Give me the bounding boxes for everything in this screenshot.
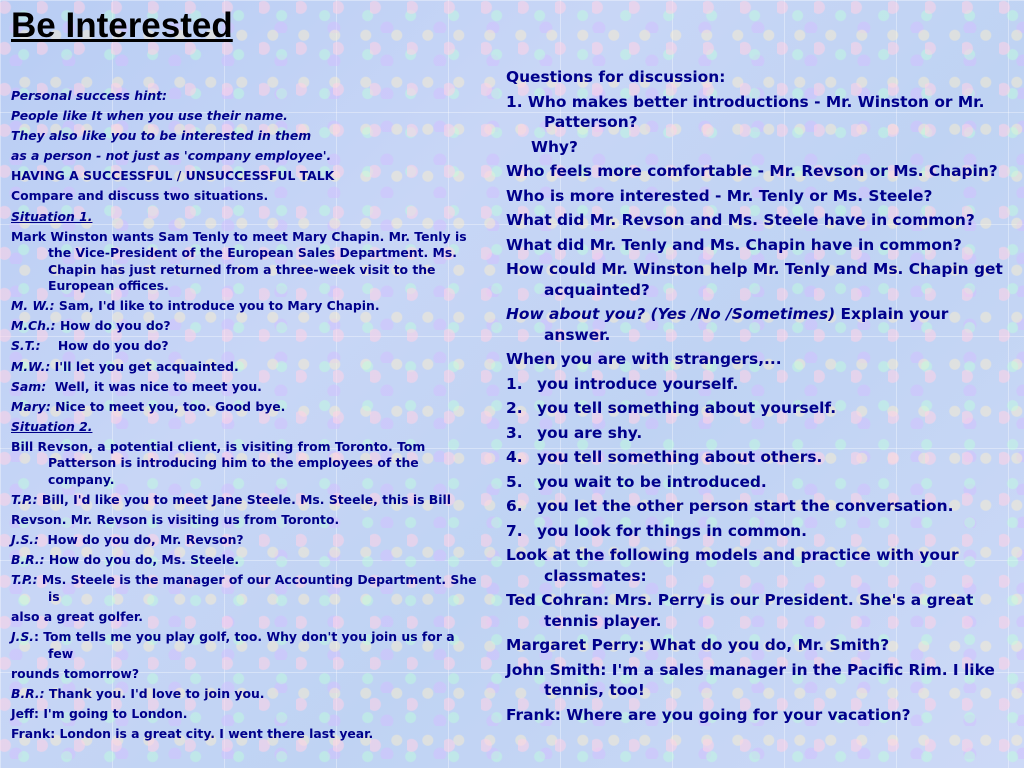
- dialogue-line: [11, 532, 483, 549]
- hint-line: They also like you to be interested in them: [11, 128, 312, 144]
- question-why: Why?: [531, 137, 578, 156]
- list-number: 1.: [506, 374, 523, 393]
- dialogue-line: [11, 572, 483, 605]
- speaker-label: B.R.:: [11, 552, 45, 568]
- list-item: [506, 447, 1006, 468]
- dialogue-line: Jeff: I'm going to London.: [11, 705, 188, 721]
- list-text: you are shy.: [537, 423, 643, 442]
- list-text: you tell something about others.: [537, 448, 823, 466]
- how-about-you-instruction: Explain your answer.: [544, 305, 949, 344]
- list-number: 4.: [506, 448, 523, 466]
- speaker-label: M. W.:: [11, 298, 55, 314]
- model-line: John Smith: I'm a sales manager in the Pacific Rim. I like tennis, too!: [506, 660, 995, 699]
- list-number: 2.: [506, 399, 523, 417]
- dialogue-text: Ms. Steele is the manager of our Accounting Department. She is: [37, 572, 477, 604]
- dialogue-line: [11, 379, 483, 396]
- dialogue-line: Frank: London is a great city. I went there last year.: [11, 725, 374, 741]
- list-item: [506, 472, 1006, 493]
- dialogue-text: : Tom tells me you play golf, too. Why don't you join us for a few: [33, 629, 455, 661]
- dialogue-line: [11, 338, 483, 355]
- list-item: [506, 496, 1006, 517]
- practice-instruction: Look at the following models and practice with your classmates:: [506, 546, 959, 585]
- speaker-label: J.S.: [11, 629, 34, 645]
- page-title: Be Interested: [11, 6, 233, 45]
- list-item: [506, 374, 1006, 395]
- list-number: 7.: [506, 521, 523, 540]
- list-number: 5.: [506, 472, 523, 491]
- dialogue-line: [11, 552, 483, 569]
- hint-line: as a person - not just as 'company employee'.: [11, 148, 332, 164]
- how-about-you: [506, 304, 1006, 345]
- dialogue-text: How do you do?: [55, 318, 171, 334]
- speaker-label: T.P.:: [11, 572, 38, 588]
- questions-heading: Questions for discussion:: [506, 68, 726, 86]
- dialogue-continuation: rounds tomorrow?: [11, 665, 140, 681]
- question-item: Who feels more comfortable - Mr. Revson or Ms. Chapin?: [506, 162, 998, 180]
- dialogue-line: [11, 399, 483, 416]
- situation-2-description: Bill Revson, a potential client, is visiting from Toronto. Tom Patterson is introducing him to the employees of the company.: [11, 438, 426, 487]
- list-item: [506, 423, 1006, 444]
- list-number: 3.: [506, 423, 523, 442]
- speaker-label: J.S.:: [11, 532, 39, 548]
- speaker-label: S.T.:: [11, 338, 41, 354]
- compare-instruction: Compare and discuss two situations.: [11, 188, 269, 204]
- dialogue-text: How do you do?: [40, 338, 169, 354]
- how-about-you-prompt: How about you? (Yes /No /Sometimes): [506, 305, 836, 323]
- speaker-label: Mary:: [11, 398, 51, 414]
- situation-1-heading: Situation 1.: [11, 208, 93, 224]
- list-text: you look for things in common.: [537, 521, 807, 540]
- question-item: Who is more interested - Mr. Tenly or Ms. Steele?: [506, 186, 933, 205]
- dialogue-text: How do you do, Ms. Steele.: [44, 552, 240, 568]
- dialogue-text: Thank you. I'd love to join you.: [44, 685, 265, 701]
- left-column: [11, 88, 483, 746]
- list-item: [506, 398, 1006, 419]
- situation-2-heading: Situation 2.: [11, 418, 93, 434]
- dialogue-line: [11, 318, 483, 335]
- list-item: [506, 521, 1006, 542]
- dialogue-line: [11, 492, 483, 509]
- dialogue-continuation: Revson. Mr. Revson is visiting us from Toronto.: [11, 512, 340, 528]
- right-column: [506, 67, 1006, 729]
- speaker-label: M.W.:: [11, 358, 51, 374]
- dialogue-text: Sam, I'd like to introduce you to Mary Chapin.: [54, 298, 380, 314]
- dialogue-line: [11, 359, 483, 376]
- question-item: What did Mr. Tenly and Ms. Chapin have in common?: [506, 235, 962, 254]
- dialogue-text: Well, it was nice to meet you.: [46, 378, 262, 394]
- strangers-heading: When you are with strangers,...: [506, 350, 782, 368]
- dialogue-text: How do you do, Mr. Revson?: [38, 532, 244, 548]
- list-text: you tell something about yourself.: [537, 399, 837, 417]
- question-item: How could Mr. Winston help Mr. Tenly and Ms. Chapin get acquainted?: [506, 260, 1003, 299]
- hint-line: People like It when you use their name.: [11, 108, 288, 124]
- dialogue-text: Nice to meet you, too. Good bye.: [50, 398, 286, 414]
- hint-heading: Personal success hint:: [11, 88, 168, 103]
- speaker-label: M.Ch.:: [11, 318, 56, 334]
- dialogue-line: [11, 629, 483, 662]
- model-line: Frank: Where are you going for your vacation?: [506, 705, 911, 724]
- dialogue-continuation: also a great golfer.: [11, 608, 143, 624]
- list-text: you introduce yourself.: [537, 374, 739, 393]
- speaker-label: T.P.:: [11, 492, 38, 507]
- model-line: Margaret Perry: What do you do, Mr. Smith?: [506, 636, 890, 654]
- dialogue-line: [11, 298, 483, 315]
- list-text: you wait to be introduced.: [537, 472, 767, 491]
- dialogue-text: I'll let you get acquainted.: [50, 358, 239, 374]
- situation-1-description: Mark Winston wants Sam Tenly to meet Mary Chapin. Mr. Tenly is the Vice-President of the European Sales Department. Ms. Chapin has just returned from a three-week visit to the European offices.: [11, 228, 467, 294]
- list-number: 6.: [506, 497, 523, 515]
- question-item: 1. Who makes better introductions - Mr. Winston or Mr. Patterson?: [506, 92, 985, 131]
- list-text: you let the other person start the conversation.: [537, 497, 954, 515]
- speaker-label: B.R.:: [11, 685, 45, 701]
- model-line: Ted Cohran: Mrs. Perry is our President. She's a great tennis player.: [506, 591, 974, 630]
- dialogue-text: Bill, I'd like you to meet Jane Steele. Ms. Steele, this is Bill: [37, 492, 451, 507]
- talk-heading: HAVING A SUCCESSFUL / UNSUCCESSFUL TALK: [11, 168, 335, 184]
- speaker-label: Sam:: [11, 378, 47, 394]
- dialogue-line: [11, 686, 483, 703]
- question-item: What did Mr. Revson and Ms. Steele have in common?: [506, 211, 975, 229]
